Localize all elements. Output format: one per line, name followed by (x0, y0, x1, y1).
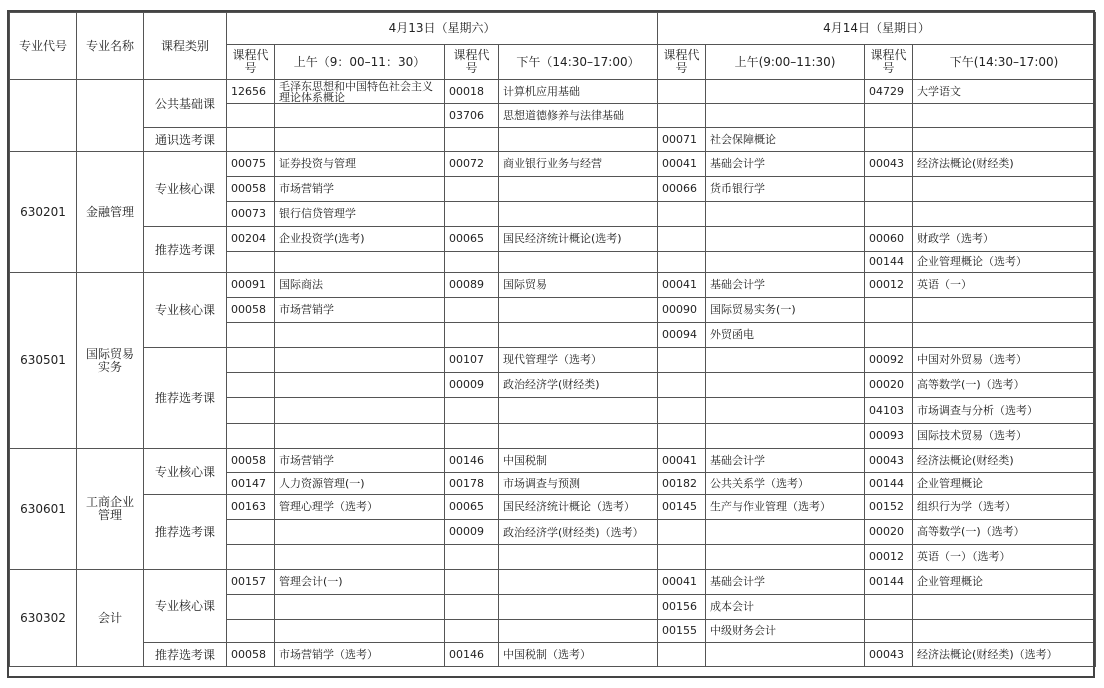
course-code-cell: 00041 (658, 449, 706, 473)
header-code-2: 课程代号 (445, 45, 499, 80)
course-name-cell: 基础会计学 (706, 152, 865, 177)
course-code-cell: 12656 (227, 80, 275, 104)
course-name-cell: 中级财务会计 (706, 620, 865, 643)
course-code-cell: 00152 (865, 495, 913, 520)
course-name-cell: 英语（一） (913, 273, 1096, 298)
major-code (10, 80, 77, 152)
course-name-cell: 国际贸易实务(一) (706, 298, 865, 323)
course-name-cell (499, 595, 658, 620)
course-name-cell: 市场调查与分析（选考） (913, 398, 1096, 424)
course-name-cell: 国际商法 (275, 273, 445, 298)
course-name-cell: 生产与作业管理（选考） (706, 495, 865, 520)
course-category: 公共基础课 (144, 80, 227, 128)
course-name-cell (706, 424, 865, 449)
course-name-cell: 基础会计学 (706, 570, 865, 595)
course-name-cell (499, 298, 658, 323)
course-name-cell (275, 348, 445, 373)
course-code-cell: 00163 (227, 495, 275, 520)
course-code-cell: 00012 (865, 545, 913, 570)
course-code-cell: 00012 (865, 273, 913, 298)
course-code-cell (658, 424, 706, 449)
course-code-cell: 00204 (227, 227, 275, 252)
course-name-cell: 证券投资与管理 (275, 152, 445, 177)
course-name-cell (275, 620, 445, 643)
course-name-cell (275, 128, 445, 152)
course-name-cell (706, 373, 865, 398)
course-name-cell (913, 104, 1096, 128)
course-category: 专业核心课 (144, 273, 227, 348)
course-code-cell: 00145 (658, 495, 706, 520)
course-code-cell: 00043 (865, 643, 913, 667)
header-major-name: 专业名称 (77, 13, 144, 80)
header-am-1: 上午（9：00–11：30） (275, 45, 445, 80)
course-code-cell (658, 398, 706, 424)
course-code-cell: 00041 (658, 152, 706, 177)
course-code-cell (445, 177, 499, 202)
course-name-cell: 社会保障概论 (706, 128, 865, 152)
course-name-cell (499, 252, 658, 273)
header-category: 课程类别 (144, 13, 227, 80)
course-code-cell: 00041 (658, 273, 706, 298)
course-code-cell (445, 620, 499, 643)
course-name-cell: 组织行为学（选考） (913, 495, 1096, 520)
table-row (10, 449, 1096, 473)
course-name-cell: 市场营销学 (275, 449, 445, 473)
course-name-cell: 成本会计 (706, 595, 865, 620)
course-code-cell (227, 128, 275, 152)
course-name-cell: 高等数学(一)（选考） (913, 373, 1096, 398)
course-name-cell: 市场营销学（选考） (275, 643, 445, 667)
course-code-cell: 00072 (445, 152, 499, 177)
course-name-cell: 国民经济统计概论(选考) (499, 227, 658, 252)
course-code-cell: 04729 (865, 80, 913, 104)
course-code-cell (227, 424, 275, 449)
course-name-cell (706, 227, 865, 252)
course-code-cell (445, 252, 499, 273)
course-code-cell (227, 520, 275, 545)
course-code-cell: 03706 (445, 104, 499, 128)
course-code-cell (227, 620, 275, 643)
course-code-cell: 00155 (658, 620, 706, 643)
course-code-cell (227, 398, 275, 424)
course-name-cell (706, 520, 865, 545)
course-name-cell (706, 348, 865, 373)
course-code-cell: 00144 (865, 570, 913, 595)
course-name-cell (499, 620, 658, 643)
table-row (10, 643, 1096, 667)
course-code-cell (865, 177, 913, 202)
course-code-cell: 00156 (658, 595, 706, 620)
course-code-cell (658, 643, 706, 667)
course-code-cell: 00144 (865, 473, 913, 495)
course-name-cell: 市场调查与预测 (499, 473, 658, 495)
course-name-cell: 外贸函电 (706, 323, 865, 348)
table-row (10, 128, 1096, 152)
course-category: 推荐选考课 (144, 643, 227, 667)
course-category: 推荐选考课 (144, 348, 227, 449)
course-name-cell: 财政学（选考） (913, 227, 1096, 252)
course-code-cell: 00091 (227, 273, 275, 298)
course-code-cell: 00093 (865, 424, 913, 449)
course-name-cell (275, 545, 445, 570)
header-code-4: 课程代号 (865, 45, 913, 80)
course-code-cell: 00058 (227, 298, 275, 323)
course-code-cell (658, 227, 706, 252)
course-code-cell: 04103 (865, 398, 913, 424)
course-code-cell (658, 520, 706, 545)
course-name-cell: 货币银行学 (706, 177, 865, 202)
course-name-cell: 管理心理学（选考） (275, 495, 445, 520)
course-name-cell: 国民经济统计概论（选考） (499, 495, 658, 520)
course-code-cell (658, 202, 706, 227)
course-code-cell (865, 128, 913, 152)
course-name-cell: 思想道德修养与法律基础 (499, 104, 658, 128)
course-name-cell (499, 202, 658, 227)
course-code-cell: 00071 (658, 128, 706, 152)
course-code-cell: 00058 (227, 449, 275, 473)
course-name-cell: 商业银行业务与经营 (499, 152, 658, 177)
table-row (10, 273, 1096, 298)
course-name-cell (275, 104, 445, 128)
course-code-cell: 00009 (445, 520, 499, 545)
table-row (10, 348, 1096, 373)
course-code-cell: 00107 (445, 348, 499, 373)
course-name-cell (913, 323, 1096, 348)
course-code-cell: 00058 (227, 643, 275, 667)
course-name-cell (706, 80, 865, 104)
course-code-cell: 00178 (445, 473, 499, 495)
course-name-cell (913, 298, 1096, 323)
course-name-cell: 经济法概论(财经类)（选考） (913, 643, 1096, 667)
course-code-cell: 00090 (658, 298, 706, 323)
course-name-cell: 市场营销学 (275, 177, 445, 202)
header-am-2: 上午(9:00–11:30) (706, 45, 865, 80)
header-major-code: 专业代号 (10, 13, 77, 80)
course-code-cell (865, 104, 913, 128)
course-code-cell (227, 373, 275, 398)
course-name-cell: 基础会计学 (706, 273, 865, 298)
course-code-cell (445, 128, 499, 152)
course-name-cell: 毛泽东思想和中国特色社会主义理论体系概论 (275, 80, 445, 104)
major-name: 国际贸易实务 (77, 273, 144, 449)
course-code-cell: 00041 (658, 570, 706, 595)
course-code-cell: 00058 (227, 177, 275, 202)
course-name-cell (913, 595, 1096, 620)
course-code-cell: 00144 (865, 252, 913, 273)
course-code-cell (865, 323, 913, 348)
course-code-cell (658, 80, 706, 104)
course-name-cell: 中国税制（选考） (499, 643, 658, 667)
course-code-cell: 00066 (658, 177, 706, 202)
course-name-cell: 中国对外贸易（选考） (913, 348, 1096, 373)
course-name-cell: 企业投资学(选考) (275, 227, 445, 252)
major-name: 金融管理 (77, 152, 144, 273)
course-code-cell (445, 595, 499, 620)
course-name-cell: 银行信贷管理学 (275, 202, 445, 227)
course-code-cell (865, 620, 913, 643)
course-name-cell: 政治经济学(财经类) (499, 373, 658, 398)
course-code-cell (445, 202, 499, 227)
course-code-cell: 00043 (865, 152, 913, 177)
course-name-cell (499, 424, 658, 449)
course-code-cell (445, 424, 499, 449)
course-code-cell (445, 298, 499, 323)
course-name-cell (706, 643, 865, 667)
course-code-cell: 00009 (445, 373, 499, 398)
course-name-cell: 现代管理学（选考） (499, 348, 658, 373)
course-code-cell: 00065 (445, 227, 499, 252)
course-name-cell: 管理会计(一) (275, 570, 445, 595)
course-code-cell (445, 398, 499, 424)
major-code: 630601 (10, 449, 77, 570)
course-code-cell: 00020 (865, 520, 913, 545)
course-name-cell (913, 177, 1096, 202)
course-code-cell (865, 595, 913, 620)
table-body (10, 13, 1096, 667)
course-name-cell (275, 252, 445, 273)
course-name-cell (706, 104, 865, 128)
course-name-cell (706, 202, 865, 227)
course-name-cell: 公共关系学（选考） (706, 473, 865, 495)
course-code-cell (445, 570, 499, 595)
course-category: 专业核心课 (144, 449, 227, 495)
course-category: 专业核心课 (144, 570, 227, 643)
course-category: 专业核心课 (144, 152, 227, 227)
major-code: 630501 (10, 273, 77, 449)
course-code-cell: 00075 (227, 152, 275, 177)
course-code-cell (227, 104, 275, 128)
course-name-cell (706, 252, 865, 273)
course-name-cell: 基础会计学 (706, 449, 865, 473)
course-category: 通识选考课 (144, 128, 227, 152)
course-category: 推荐选考课 (144, 495, 227, 570)
header-day1: 4月13日（星期六） (227, 13, 658, 45)
course-name-cell (275, 520, 445, 545)
course-code-cell (865, 298, 913, 323)
course-code-cell (227, 348, 275, 373)
course-code-cell (658, 348, 706, 373)
course-name-cell: 高等数学(一)（选考） (913, 520, 1096, 545)
course-name-cell: 企业管理概论 (913, 570, 1096, 595)
course-code-cell (658, 545, 706, 570)
course-name-cell: 大学语文 (913, 80, 1096, 104)
course-name-cell (275, 595, 445, 620)
header-code-3: 课程代号 (658, 45, 706, 80)
course-name-cell (499, 128, 658, 152)
course-code-cell (865, 202, 913, 227)
course-name-cell (275, 373, 445, 398)
major-name (77, 80, 144, 152)
course-name-cell (499, 398, 658, 424)
course-name-cell: 企业管理概论（选考） (913, 252, 1096, 273)
course-code-cell: 00146 (445, 449, 499, 473)
course-code-cell: 00157 (227, 570, 275, 595)
table-row (10, 570, 1096, 595)
course-code-cell: 00182 (658, 473, 706, 495)
header-code-1: 课程代号 (227, 45, 275, 80)
course-name-cell (499, 545, 658, 570)
table-row (10, 152, 1096, 177)
course-name-cell (706, 545, 865, 570)
course-code-cell: 00065 (445, 495, 499, 520)
course-name-cell: 市场营销学 (275, 298, 445, 323)
header-row-top (10, 13, 1096, 45)
course-code-cell (658, 373, 706, 398)
course-code-cell (227, 595, 275, 620)
major-code: 630302 (10, 570, 77, 667)
course-code-cell (658, 252, 706, 273)
course-name-cell: 计算机应用基础 (499, 80, 658, 104)
course-code-cell (445, 545, 499, 570)
course-name-cell (275, 323, 445, 348)
course-name-cell (499, 570, 658, 595)
course-code-cell (445, 323, 499, 348)
course-code-cell: 00060 (865, 227, 913, 252)
header-day2: 4月14日（星期日） (658, 13, 1096, 45)
course-code-cell: 00018 (445, 80, 499, 104)
course-code-cell: 00073 (227, 202, 275, 227)
course-code-cell: 00043 (865, 449, 913, 473)
course-code-cell (227, 252, 275, 273)
course-code-cell: 00092 (865, 348, 913, 373)
exam-schedule-table (9, 12, 1096, 667)
course-code-cell: 00147 (227, 473, 275, 495)
course-code-cell: 00146 (445, 643, 499, 667)
course-name-cell: 国际贸易 (499, 273, 658, 298)
course-code-cell (658, 104, 706, 128)
course-name-cell: 人力资源管理(一) (275, 473, 445, 495)
course-code-cell: 00020 (865, 373, 913, 398)
course-code-cell: 00094 (658, 323, 706, 348)
course-name-cell (913, 128, 1096, 152)
course-name-cell: 英语（一）（选考） (913, 545, 1096, 570)
course-name-cell (913, 202, 1096, 227)
course-name-cell (275, 424, 445, 449)
header-pm-2: 下午(14:30–17:00) (913, 45, 1096, 80)
table-row (10, 495, 1096, 520)
course-name-cell: 政治经济学(财经类)（选考） (499, 520, 658, 545)
course-name-cell (499, 323, 658, 348)
header-pm-1: 下午（14:30–17:00） (499, 45, 658, 80)
course-name-cell: 国际技术贸易（选考） (913, 424, 1096, 449)
table-row (10, 227, 1096, 252)
table-row (10, 80, 1096, 104)
course-name-cell: 经济法概论(财经类) (913, 449, 1096, 473)
course-code-cell: 00089 (445, 273, 499, 298)
course-code-cell (227, 323, 275, 348)
course-name-cell: 企业管理概论 (913, 473, 1096, 495)
major-name: 工商企业管理 (77, 449, 144, 570)
course-code-cell (227, 545, 275, 570)
course-name-cell: 经济法概论(财经类) (913, 152, 1096, 177)
course-name-cell (275, 398, 445, 424)
course-name-cell (706, 398, 865, 424)
major-code: 630201 (10, 152, 77, 273)
course-name-cell: 中国税制 (499, 449, 658, 473)
course-category: 推荐选考课 (144, 227, 227, 273)
course-name-cell (913, 620, 1096, 643)
course-name-cell (499, 177, 658, 202)
major-name: 会计 (77, 570, 144, 667)
